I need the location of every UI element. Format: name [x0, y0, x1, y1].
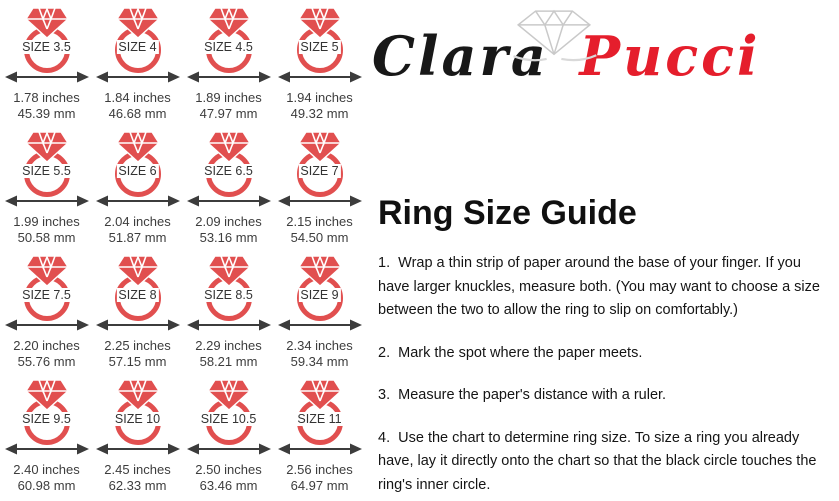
- page-title: Ring Size Guide: [378, 194, 637, 232]
- brand-name-clara: Clara: [372, 24, 549, 88]
- ring-size-cell: [183, 252, 274, 376]
- ring-size-cell: [274, 128, 365, 252]
- ring-figure: [93, 376, 183, 456]
- diameter-arrow-icon: [5, 320, 89, 331]
- ring-measurements: [195, 214, 262, 246]
- ring-figure: [275, 376, 365, 456]
- ring-inches-value: 2.45 inches: [104, 462, 171, 477]
- ring-size-cell: [274, 376, 365, 500]
- instruction-step-2: 2. Mark the spot where the paper meets.: [378, 344, 643, 361]
- ring-figure: [2, 252, 92, 332]
- ring-size-cell: [183, 4, 274, 128]
- ring-inches-value: 2.25 inches: [104, 338, 171, 353]
- ring-mm-value: 55.76 mm: [17, 353, 76, 369]
- ring-measurements: [195, 462, 262, 494]
- instruction-list: [378, 252, 830, 501]
- ring-measurements: [195, 90, 262, 122]
- ring-figure: [184, 376, 274, 456]
- ring-inches-value: 2.29 inches: [195, 338, 262, 353]
- ring-figure: [275, 252, 365, 332]
- ring-measurements: [104, 338, 171, 370]
- ring-figure: [2, 376, 92, 456]
- ring-figure: [2, 4, 92, 84]
- ring-size-label: SIZE 10.5: [200, 412, 257, 426]
- ring-measurements: [286, 90, 353, 122]
- diameter-arrow-icon: [5, 444, 89, 455]
- ring-mm-value: 53.16 mm: [199, 229, 258, 245]
- diameter-arrow-icon: [187, 196, 271, 207]
- ring-inches-value: 2.04 inches: [104, 214, 171, 229]
- diameter-arrow-icon: [278, 196, 362, 207]
- ring-mm-value: 57.15 mm: [108, 353, 167, 369]
- ring-mm-value: 63.46 mm: [199, 477, 258, 493]
- ring-mm-value: 62.33 mm: [108, 477, 167, 493]
- ring-size-cell: [183, 128, 274, 252]
- diamond-outline-icon: [508, 6, 600, 64]
- ring-inches-value: 2.09 inches: [195, 214, 262, 229]
- ring-measurements: [286, 462, 353, 494]
- ring-size-label: SIZE 7: [300, 164, 339, 178]
- ring-inches-value: 2.34 inches: [286, 338, 353, 353]
- ring-measurements: [195, 338, 262, 370]
- ring-size-cell: [1, 4, 92, 128]
- ring-measurements: [13, 214, 80, 246]
- ring-size-cell: [274, 252, 365, 376]
- diameter-arrow-icon: [187, 444, 271, 455]
- brand-logo: [372, 10, 802, 102]
- ring-figure: [184, 252, 274, 332]
- ring-measurements: [286, 338, 353, 370]
- ring-size-label: SIZE 6: [118, 164, 157, 178]
- ring-size-cell: [1, 252, 92, 376]
- diameter-arrow-icon: [5, 72, 89, 83]
- ring-figure: [275, 4, 365, 84]
- ring-inches-value: 2.40 inches: [13, 462, 80, 477]
- ring-figure: [184, 4, 274, 84]
- diameter-arrow-icon: [187, 72, 271, 83]
- ring-size-cell: [92, 4, 183, 128]
- ring-measurements: [104, 214, 171, 246]
- ring-inches-value: 2.20 inches: [13, 338, 80, 353]
- ring-size-cell: [274, 4, 365, 128]
- ring-size-cell: [1, 128, 92, 252]
- ring-measurements: [13, 338, 80, 370]
- ring-size-label: SIZE 6.5: [204, 164, 253, 178]
- ring-figure: [184, 128, 274, 208]
- ring-figure: [93, 4, 183, 84]
- ring-size-cell: [92, 128, 183, 252]
- ring-mm-value: 51.87 mm: [108, 229, 167, 245]
- ring-figure: [275, 128, 365, 208]
- ring-size-cell: [92, 376, 183, 500]
- instruction-step-4: 4. Use the chart to determine ring size. To size a ring you already have, lay it directly onto the chart so that the black circle touches the ring's inner circle.: [378, 429, 821, 493]
- ring-size-chart: [1, 4, 367, 500]
- ring-inches-value: 2.50 inches: [195, 462, 262, 477]
- ring-size-label: SIZE 8: [118, 288, 157, 302]
- instruction-step-1: 1. Wrap a thin strip of paper around the base of your finger. If you have larger knuckles, measure both. (You may want to choose a size between the two to allow the ring to slip on comfortably.): [378, 255, 824, 318]
- ring-size-label: SIZE 8.5: [204, 288, 253, 302]
- ring-figure: [93, 252, 183, 332]
- ring-mm-value: 54.50 mm: [290, 229, 349, 245]
- ring-measurements: [13, 90, 80, 122]
- ring-measurements: [13, 462, 80, 494]
- ring-measurements: [104, 90, 171, 122]
- ring-inches-value: 1.89 inches: [195, 90, 262, 105]
- diameter-arrow-icon: [278, 444, 362, 455]
- diameter-arrow-icon: [96, 444, 180, 455]
- diameter-arrow-icon: [278, 72, 362, 83]
- ring-measurements: [286, 214, 353, 246]
- ring-mm-value: 60.98 mm: [17, 477, 76, 493]
- ring-size-label: SIZE 5: [300, 40, 339, 54]
- ring-size-cell: [183, 376, 274, 500]
- ring-size-label: SIZE 10: [114, 412, 161, 426]
- diameter-arrow-icon: [96, 72, 180, 83]
- diameter-arrow-icon: [96, 320, 180, 331]
- diameter-arrow-icon: [278, 320, 362, 331]
- diameter-arrow-icon: [96, 196, 180, 207]
- ring-figure: [2, 128, 92, 208]
- ring-size-label: SIZE 3.5: [22, 40, 71, 54]
- ring-size-label: SIZE 9.5: [22, 412, 71, 426]
- ring-inches-value: 1.99 inches: [13, 214, 80, 229]
- ring-size-label: SIZE 5.5: [22, 164, 71, 178]
- ring-size-label: SIZE 7.5: [22, 288, 71, 302]
- ring-size-cell: [92, 252, 183, 376]
- diameter-arrow-icon: [5, 196, 89, 207]
- ring-inches-value: 1.94 inches: [286, 90, 353, 105]
- diameter-arrow-icon: [187, 320, 271, 331]
- ring-measurements: [104, 462, 171, 494]
- ring-mm-value: 47.97 mm: [199, 105, 258, 121]
- ring-mm-value: 64.97 mm: [290, 477, 349, 493]
- ring-inches-value: 2.15 inches: [286, 214, 353, 229]
- ring-mm-value: 46.68 mm: [108, 105, 167, 121]
- ring-mm-value: 59.34 mm: [290, 353, 349, 369]
- ring-size-label: SIZE 9: [300, 288, 339, 302]
- ring-mm-value: 50.58 mm: [17, 229, 76, 245]
- ring-size-cell: [1, 376, 92, 500]
- instruction-step-3: 3. Measure the paper's distance with a ruler.: [378, 387, 667, 403]
- ring-mm-value: 49.32 mm: [290, 105, 349, 121]
- ring-mm-value: 45.39 mm: [17, 105, 76, 121]
- ring-size-label: SIZE 11: [297, 412, 342, 426]
- ring-inches-value: 2.56 inches: [286, 462, 353, 477]
- ring-size-label: SIZE 4.5: [204, 40, 253, 54]
- ring-figure: [93, 128, 183, 208]
- ring-inches-value: 1.78 inches: [13, 90, 80, 105]
- ring-mm-value: 58.21 mm: [199, 353, 258, 369]
- ring-size-label: SIZE 4: [118, 40, 157, 54]
- brand-name-pucci: Pucci: [579, 24, 761, 88]
- ring-inches-value: 1.84 inches: [104, 90, 171, 105]
